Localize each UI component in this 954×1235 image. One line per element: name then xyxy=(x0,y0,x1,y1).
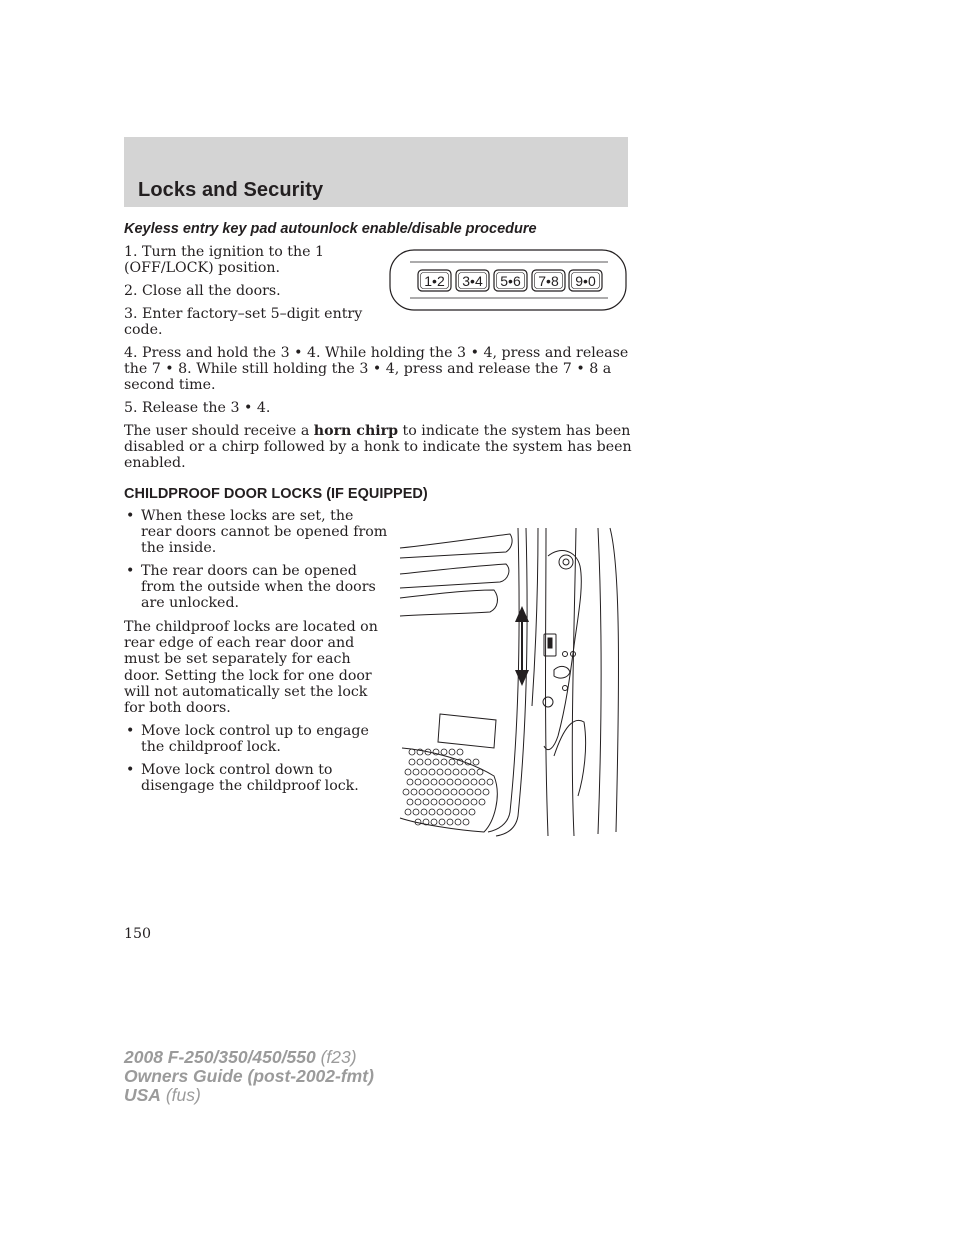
grille-hole xyxy=(441,749,447,755)
grille-hole xyxy=(447,799,453,805)
grille-hole xyxy=(417,759,423,765)
grille-hole xyxy=(463,819,469,825)
grille-hole xyxy=(427,789,433,795)
grille-hole xyxy=(461,809,467,815)
svg-text:7•8: 7•8 xyxy=(538,273,559,289)
grille-hole xyxy=(455,799,461,805)
grille-hole xyxy=(425,759,431,765)
keypad-button-4 xyxy=(532,270,565,291)
keyless-entry-heading: Keyless entry key pad autounlock enable/disable procedure xyxy=(124,221,537,237)
grille-hole xyxy=(441,759,447,765)
grille-hole xyxy=(429,809,435,815)
step-1: 1. Turn the ignition to the 1 (OFF/LOCK) position. xyxy=(124,244,325,277)
keypad-button-2 xyxy=(456,270,489,291)
grille-hole xyxy=(421,769,427,775)
grille-hole xyxy=(449,759,455,765)
keypad-button-1 xyxy=(418,270,451,291)
keypad-button-5 xyxy=(569,270,602,291)
svg-text:5•6: 5•6 xyxy=(500,273,521,289)
grille-hole xyxy=(457,749,463,755)
speaker-grille xyxy=(403,749,493,825)
grille-hole xyxy=(431,819,437,825)
grille-hole xyxy=(483,789,489,795)
grille-hole xyxy=(463,779,469,785)
grille-hole xyxy=(415,779,421,785)
grille-hole xyxy=(487,779,493,785)
grille-hole xyxy=(419,789,425,795)
grille-hole xyxy=(447,779,453,785)
grille-hole xyxy=(411,789,417,795)
result-paragraph: The user should receive a horn chirp to indicate the system has been disabled or a chirp followed by a honk to indicate the system has been enabled. xyxy=(124,423,632,472)
grille-hole xyxy=(443,789,449,795)
grille-hole xyxy=(453,809,459,815)
footer: 2008 F-250/350/450/550 (f23) Owners Guide (post-2002-fmt) USA (fus) xyxy=(124,1047,374,1105)
grille-hole xyxy=(455,819,461,825)
grille-hole xyxy=(479,799,485,805)
grille-hole xyxy=(409,759,415,765)
header-band xyxy=(124,137,628,207)
grille-hole xyxy=(435,789,441,795)
grille-hole xyxy=(469,809,475,815)
grille-hole xyxy=(469,769,475,775)
horn-chirp-emphasis: horn chirp xyxy=(313,423,399,439)
grille-hole xyxy=(437,769,443,775)
grille-hole xyxy=(451,789,457,795)
grille-hole xyxy=(445,809,451,815)
grille-hole xyxy=(449,749,455,755)
svg-text:9•0: 9•0 xyxy=(575,273,596,289)
grille-hole xyxy=(409,749,415,755)
page-title: Locks and Security xyxy=(138,179,324,201)
grille-hole xyxy=(461,769,467,775)
grille-hole xyxy=(447,819,453,825)
grille-hole xyxy=(433,749,439,755)
grille-hole xyxy=(471,779,477,785)
childproof-door-illustration xyxy=(398,526,630,840)
grille-hole xyxy=(413,769,419,775)
keypad-illustration xyxy=(388,248,628,312)
grille-hole xyxy=(463,799,469,805)
step-4: 4. Press and hold the 3 • 4. While holding the 3 • 4, press and release the 7 • 8. While still holding the 3 • 4, press and release the 7 • 8 a second time. xyxy=(124,345,629,394)
grille-hole xyxy=(421,809,427,815)
grille-hole xyxy=(459,789,465,795)
step-5: 5. Release the 3 • 4. xyxy=(124,400,271,416)
grille-hole xyxy=(477,769,483,775)
childproof-heading: CHILDPROOF DOOR LOCKS (IF EQUIPPED) xyxy=(124,486,428,502)
svg-text:1•2: 1•2 xyxy=(424,273,445,289)
grille-hole xyxy=(473,759,479,765)
grille-hole xyxy=(407,779,413,785)
grille-hole xyxy=(433,759,439,765)
grille-hole xyxy=(415,799,421,805)
grille-hole xyxy=(467,789,473,795)
page-number: 150 xyxy=(124,926,152,942)
grille-hole xyxy=(431,779,437,785)
grille-hole xyxy=(405,769,411,775)
svg-text:3•4: 3•4 xyxy=(462,273,483,289)
step-3: 3. Enter factory–set 5–digit entry code. xyxy=(124,306,363,339)
location-paragraph: The childproof locks are located on rear edge of each rear door and must be set separately for each door. Setting the lock for one door will not automatically set the lock for both doors. xyxy=(124,619,378,717)
grille-hole xyxy=(479,779,485,785)
grille-hole xyxy=(429,769,435,775)
grille-hole xyxy=(423,799,429,805)
grille-hole xyxy=(475,789,481,795)
grille-hole xyxy=(445,769,451,775)
door-panel-trim xyxy=(400,528,618,836)
grille-hole xyxy=(453,769,459,775)
grille-hole xyxy=(471,799,477,805)
grille-hole xyxy=(439,779,445,785)
grille-hole xyxy=(431,799,437,805)
grille-hole xyxy=(439,819,445,825)
grille-hole xyxy=(423,779,429,785)
grille-hole xyxy=(407,799,413,805)
grille-hole xyxy=(457,759,463,765)
step-2: 2. Close all the doors. xyxy=(124,283,281,299)
grille-hole xyxy=(437,809,443,815)
grille-hole xyxy=(439,799,445,805)
grille-hole xyxy=(465,759,471,765)
grille-hole xyxy=(405,809,411,815)
keypad-button-3 xyxy=(494,270,527,291)
grille-hole xyxy=(455,779,461,785)
grille-hole xyxy=(403,789,409,795)
grille-hole xyxy=(413,809,419,815)
